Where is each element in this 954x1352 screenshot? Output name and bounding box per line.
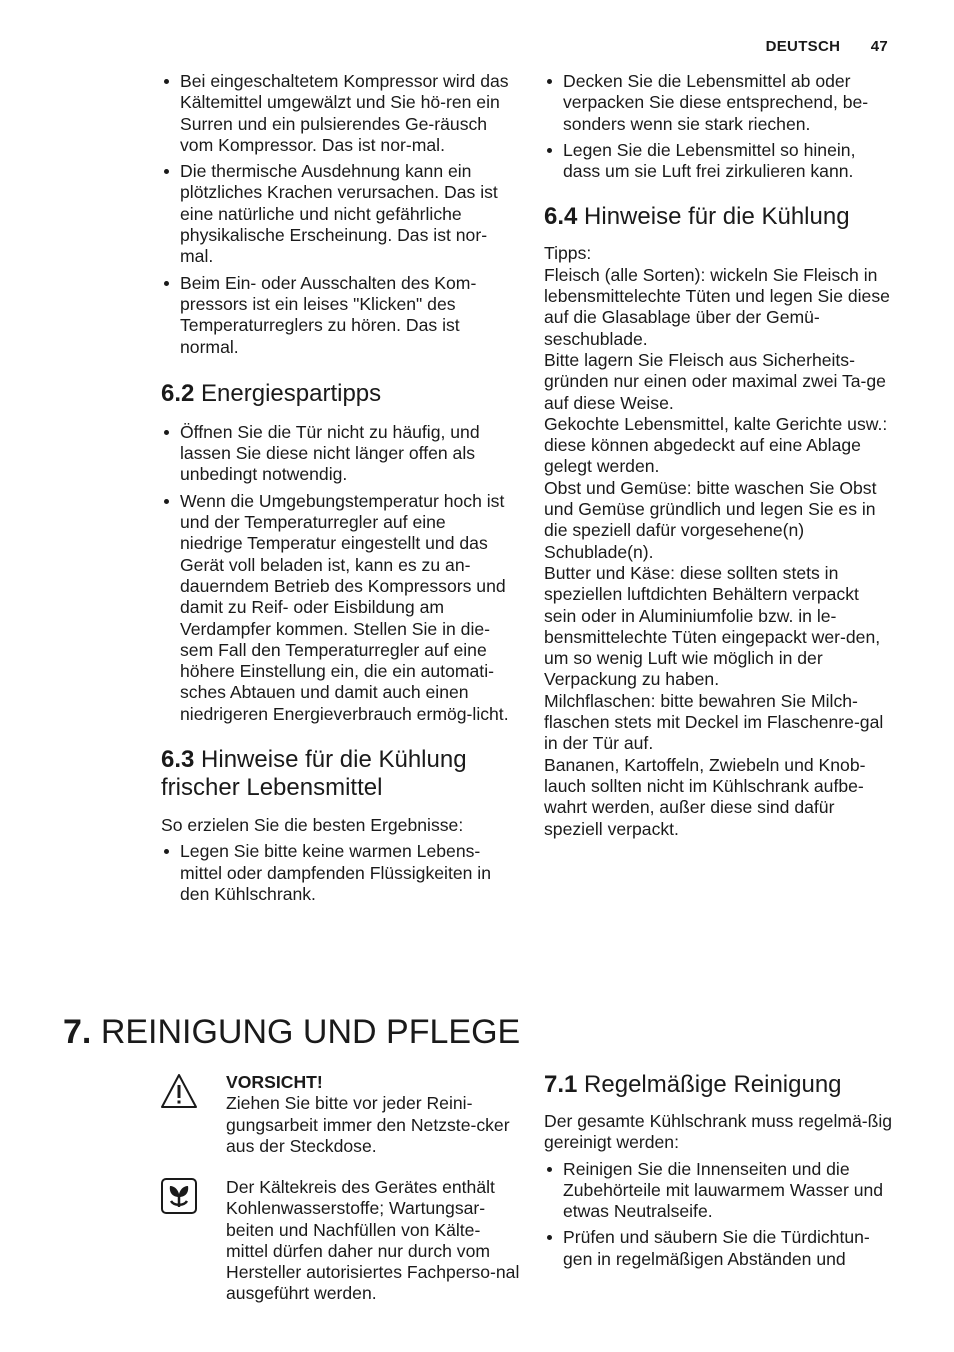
list-item: Legen Sie bitte keine warmen Lebens-mittel oder dampfenden Flüssigkeiten in den Kühlschrank. bbox=[161, 841, 513, 905]
chapter-title-text: REINIGUNG UND PFLEGE bbox=[100, 1013, 521, 1051]
tip-line: Obst und Gemüse: bitte waschen Sie Obst und Gemüse gründlich und legen Sie es in die speziell dafür vorgesehene(n) Schublade(n). bbox=[544, 477, 877, 562]
section-title: Hinweise für die Kühlung frischer Lebensmittel bbox=[161, 746, 467, 802]
list-item: Die thermische Ausdehnung kann ein plötzliches Krachen verursachen. Das ist eine natürliche und nicht gefährliche physikalische Erscheinung. Das ist nor-mal. bbox=[161, 161, 513, 267]
right-column bbox=[544, 71, 896, 840]
tip-line: Bananen, Kartoffeln, Zwiebeln und Knob-lauch sollten nicht im Kühlschrank aufbe-wahrt werden, außer diese sind dafür speziell verpackt. bbox=[544, 754, 866, 839]
energy-tips-list bbox=[161, 422, 513, 725]
tip-line: Butter und Käse: diese sollten stets in speziellen luftdichten Behältern verpackt sein oder in Aluminiumfolie bzw. in le-bensmittelechte Tüten eingepackt wer-den, um so wenig Luft wie möglich in der Verpackung zu haben. bbox=[544, 562, 881, 690]
list-item: Prüfen und säubern Sie die Türdichtun-gen in regelmäßigen Abständen und bbox=[544, 1227, 896, 1270]
warning-notice bbox=[160, 1072, 520, 1157]
page-number: 47 bbox=[870, 38, 888, 55]
tip-line: Gekochte Lebensmittel, kalte Gerichte usw.: diese können abgedeckt auf eine Ablage gelegt werden. bbox=[544, 413, 888, 477]
section-heading-6-4 bbox=[544, 203, 896, 231]
section-number: 6.2 bbox=[161, 379, 195, 407]
section-number: 6.4 bbox=[544, 203, 578, 231]
environment-notice bbox=[160, 1177, 520, 1305]
continued-bullet-list bbox=[544, 71, 896, 182]
page-header bbox=[766, 38, 888, 55]
left-column bbox=[161, 71, 513, 910]
warning-title: VORSICHT! bbox=[226, 1072, 323, 1092]
list-item: Bei eingeschaltetem Kompressor wird das Kältemittel umgewälzt und Sie hö-ren ein Surren und ein pulsierendes Ge-räusch vom Kompressor. Das ist nor-mal. bbox=[161, 71, 513, 156]
section-number: 6.3 bbox=[161, 746, 195, 774]
fresh-food-list bbox=[161, 841, 513, 905]
cooling-tips bbox=[544, 243, 896, 839]
list-item: Beim Ein- oder Ausschalten des Kom-pressors ist ein leises "Klicken" des Temperaturreglers zu hören. Das ist normal. bbox=[161, 273, 513, 358]
section-7-1-block bbox=[544, 1071, 896, 1275]
section-title: Energiespartipps bbox=[201, 379, 382, 407]
tip-line: Milchflaschen: bitte bewahren Sie Milch-flaschen stets mit Deckel im Flaschenre-gal in der Tür auf. bbox=[544, 690, 884, 754]
section-number: 7.1 bbox=[544, 1071, 578, 1098]
list-item: Decken Sie die Lebensmittel ab oder verpacken Sie diese entsprechend, be-sonders wenn sie stark riechen. bbox=[544, 71, 896, 135]
list-item: Legen Sie die Lebensmittel so hinein, dass um sie Luft frei zirkulieren kann. bbox=[544, 140, 896, 183]
tip-line: Bitte lagern Sie Fleisch aus Sicherheits-gründen nur einen oder maximal zwei Ta-ge auf diese Weise. bbox=[544, 349, 886, 413]
tip-line: Fleisch (alle Sorten): wickeln Sie Fleisch in lebensmittelechte Tüten und legen Sie diese auf die Glasablage über der Gemü-seschublade. bbox=[544, 264, 890, 349]
section-intro: Der gesamte Kühlschrank muss regelmä-ßig gereinigt werden: bbox=[544, 1111, 893, 1153]
section-title: Hinweise für die Kühlung bbox=[584, 203, 850, 231]
header-language: DEUTSCH bbox=[765, 38, 841, 55]
section-intro: So erzielen Sie die besten Ergebnisse: bbox=[161, 815, 464, 836]
cleaning-list bbox=[544, 1159, 896, 1270]
intro-bullet-list bbox=[161, 71, 513, 358]
warning-triangle-icon bbox=[160, 1072, 198, 1110]
list-item: Öffnen Sie die Tür nicht zu häufig, und lassen Sie diese nicht länger offen als unbedingt notwendig. bbox=[161, 422, 513, 486]
environment-text: Der Kältekreis des Gerätes enthält Kohlenwasserstoffe; Wartungsar-beiten und Nachfüllen von Kälte-mittel dürfen daher nur durch vom Hersteller autorisiertes Fachperso-nal ausgeführt werden. bbox=[226, 1177, 520, 1304]
section-heading-7-1 bbox=[544, 1071, 896, 1099]
list-item: Wenn die Umgebungstemperatur hoch ist und der Temperaturregler auf eine niedrige Temperatur eingestellt und das Gerät voll beladen ist, kann es zu an-dauerndem Betrieb des Kompressors und damit zu Reif- oder Eisbildung am Verdampfer kommen. Stellen Sie in die-sem Fall den Temperaturregler auf eine höhere Einstellung ein, die ein automati-sches Abtauen und damit auch einen niedrigeren Energieverbrauch ermög-licht. bbox=[161, 491, 513, 725]
section-heading-6-2 bbox=[161, 380, 513, 408]
environment-info-icon bbox=[160, 1177, 198, 1215]
list-item: Reinigen Sie die Innenseiten und die Zubehörteile mit lauwarmem Wasser und etwas Neutralseife. bbox=[544, 1159, 896, 1223]
tip-line: Tipps: bbox=[544, 243, 592, 264]
section-title: Regelmäßige Reinigung bbox=[584, 1071, 842, 1098]
warning-text: Ziehen Sie bitte vor jeder Reini-gungsarbeit immer den Netzste-cker aus der Steckdose. bbox=[226, 1093, 510, 1156]
section-heading-6-3 bbox=[161, 746, 513, 802]
chapter-title bbox=[63, 1012, 520, 1052]
chapter-number: 7. bbox=[63, 1013, 92, 1051]
